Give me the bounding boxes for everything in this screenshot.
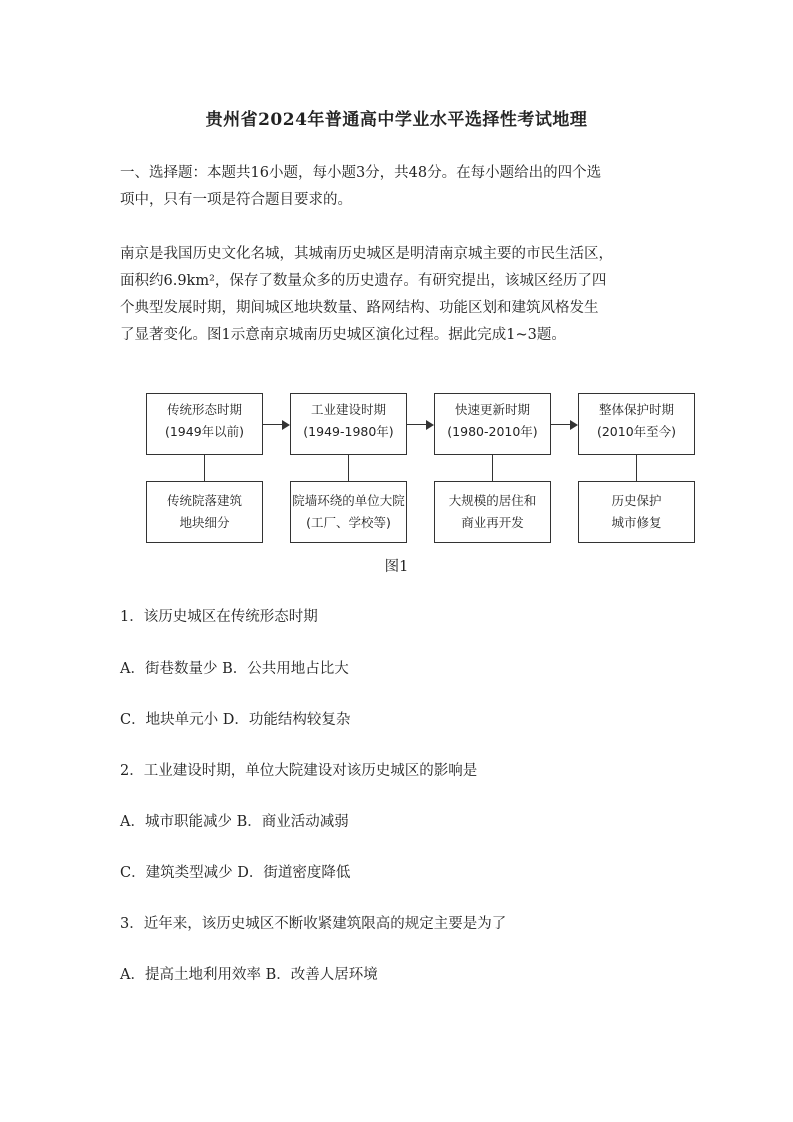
stage-name: 快速更新时期 [454,402,530,417]
connector-line [551,424,570,425]
stage-feature-box [146,481,263,543]
vertical-connector [636,455,637,481]
stage-period: (1980-2010年) [447,424,538,439]
stage-feature-box [578,481,695,543]
feature-line: 地块细分 [179,515,230,530]
feature-line: 历史保护 [611,493,662,508]
stage-box [578,393,695,455]
question-option: C．建筑类型减少 D．街道密度降低 [120,865,351,881]
vertical-connector [204,455,205,481]
feature-line: 商业再开发 [461,515,524,530]
vertical-connector [492,455,493,481]
question-stem: 1．该历史城区在传统形态时期 [120,609,318,625]
stage-period: (1949-1980年) [303,424,394,439]
arrow-icon [282,420,290,430]
material-line: 面积约6.9km²，保存了数量众多的历史遗存。有研究提出，该城区经历了四 [120,273,607,289]
question-option: A．提高土地利用效率 B．改善人居环境 [120,967,378,983]
question-stem: 3．近年来，该历史城区不断收紧建筑限高的规定主要是为了 [120,916,507,932]
question-option: C．地块单元小 D．功能结构较复杂 [120,712,351,728]
feature-line: 大规模的居住和 [448,493,537,508]
connector-line [263,424,282,425]
intro-line: 项中，只有一项是符合题目要求的。 [120,192,352,208]
section-intro [120,160,680,214]
figure-caption: 图1 [384,559,409,575]
exam-title: 贵州省2024年普通高中学业水平选择性考试地理 [205,110,588,130]
stage-box [434,393,551,455]
question-option: A．城市职能减少 B．商业活动减弱 [120,814,349,830]
intro-line: 一、选择题：本题共16小题，每小题3分，共48分。在每小题给出的四个选 [120,165,602,181]
connector-line [407,424,426,425]
stage-box [146,393,263,455]
material-line: 南京是我国历史文化名城，其城南历史城区是明清南京城主要的市民生活区， [120,246,613,262]
feature-line: 传统院落建筑 [166,493,242,508]
vertical-connector [348,455,349,481]
stage-box [290,393,407,455]
arrow-icon [426,420,434,430]
material-paragraph [120,241,680,349]
feature-line: 城市修复 [611,515,662,530]
material-line: 了显著变化。图1示意南京城南历史城区演化过程。据此完成1~3题。 [120,327,566,343]
stage-feature-box [434,481,551,543]
stage-name: 整体保护时期 [598,402,674,417]
material-line: 个典型发展时期，期间城区地块数量、路网结构、功能区划和建筑风格发生 [120,300,599,316]
stage-name: 工业建设时期 [310,402,386,417]
evolution-diagram [146,393,696,543]
stage-name: 传统形态时期 [166,402,242,417]
stage-period: (2010年至今) [596,424,677,439]
question-option: A．街巷数量少 B．公共用地占比大 [120,661,349,677]
feature-line: (工厂、学校等) [306,515,391,530]
stage-period: (1949年以前) [164,424,245,439]
arrow-icon [570,420,578,430]
stage-feature-box [290,481,407,543]
feature-line: 院墙环绕的单位大院 [292,493,405,508]
question-stem: 2．工业建设时期，单位大院建设对该历史城区的影响是 [120,763,478,779]
